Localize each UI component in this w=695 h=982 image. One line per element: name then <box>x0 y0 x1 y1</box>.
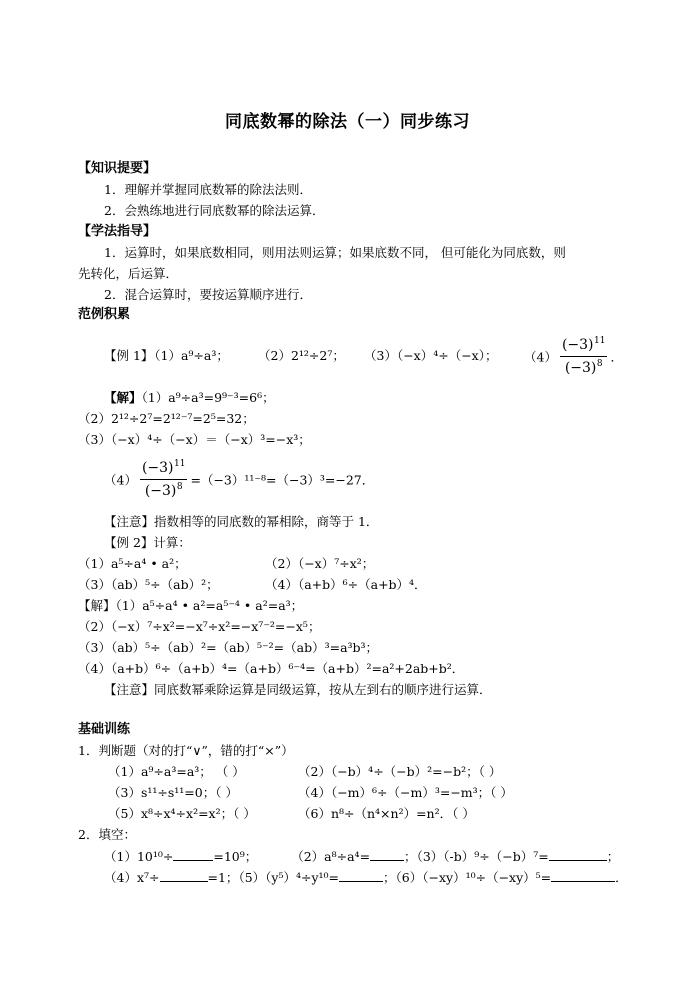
fraction <box>140 460 188 500</box>
denominator: (−3) <box>564 359 597 376</box>
note-2: 【注意】同底数幂乘除运算是同级运算，按从左到右的顺序进行运算． <box>104 682 492 697</box>
numerator: (−3) <box>141 460 174 476</box>
page-title: 同底数幂的除法（一）同步练习 <box>225 112 470 132</box>
solution-2-line-4: （4）（a+b）⁶÷（a+b）⁴=（a+b）⁶⁻⁴=（a+b）²=a²+2ab+b²． <box>78 661 465 676</box>
fill-2-prefix: （2）a⁸÷a⁴= <box>291 849 371 864</box>
judge-item-5: （5）x⁸÷x⁴÷x²=x²；（ ） <box>108 806 256 821</box>
example-1-part-3: （3）（−x）⁴÷（−x）； <box>364 348 498 363</box>
note-1: 【注意】指数相等的同底数的幂相除，商等于 1． <box>104 514 379 529</box>
judge-item-1: （1）a⁹÷a³=a³； （ ） <box>108 764 245 779</box>
solution-1-part-1: （1）a⁹÷a³=9⁹⁻³=6⁶； <box>141 390 275 405</box>
fill-4-suffix: =1； <box>207 870 239 885</box>
example-2-part-3: （3）（ab）⁵÷（ab）²； <box>78 577 219 592</box>
fill-2-blank[interactable] <box>370 850 404 861</box>
denominator-exponent: 8 <box>596 358 603 369</box>
example-1-part-4-label: （4） <box>524 349 557 365</box>
judge-item-2: （2）（−b）⁴÷（−b）²=−b²；（ ） <box>298 764 502 779</box>
denominator: (−3) <box>144 482 177 499</box>
example-2-part-1: （1）a⁵÷a⁴ • a²； <box>78 556 187 571</box>
fill-3-suffix: ； <box>606 849 620 864</box>
judge-item-3: （3）s¹¹÷s¹¹=0；（ ） <box>108 785 238 800</box>
fill-2-suffix: ； <box>404 849 417 864</box>
example-2-label: 【例 2】计算： <box>104 535 191 550</box>
question-1-label: 1．判断题（对的打“∨”，错的打“×”） <box>78 743 294 758</box>
knowledge-item-2: 2．会熟练地进行同底数幂的除法运算． <box>104 203 325 218</box>
fill-row-1 <box>104 850 619 864</box>
examples-heading: 范例积累 <box>78 307 131 322</box>
example-1-part-1: （1）a⁹÷a³； <box>148 348 229 363</box>
example-2-part-2: （2）（−x）⁷÷x²； <box>265 556 375 571</box>
solution-1-line-2: （2）2¹²÷2⁷=2¹²⁻⁷=2⁵=32； <box>78 411 255 426</box>
judge-item-4: （4）（−m）⁶÷（−m）³=−m³；（ ） <box>298 785 513 800</box>
solution-2-line-1: 【解】（1）a⁵÷a⁴ • a²=a⁵⁻⁴ • a²=a³； <box>78 598 304 613</box>
fill-4-prefix: （4）x⁷÷ <box>104 870 160 885</box>
method-item-1-line-1: 1．运算时，如果底数相同，则用法则运算；如果底数不同， 但可能化为同底数，则 <box>104 245 566 260</box>
solution-1-part-4-result: =（−3）¹¹⁻⁸=（−3）³=−27． <box>190 472 375 488</box>
knowledge-heading: 【知识提要】 <box>78 161 157 176</box>
question-2-label: 2．填空： <box>78 827 136 842</box>
method-item-1-line-2: 先转化，后运算． <box>78 266 179 281</box>
fill-6-blank[interactable] <box>551 871 615 882</box>
training-heading: 基础训练 <box>78 722 131 737</box>
fraction <box>560 337 608 377</box>
fill-4-blank[interactable] <box>160 871 208 882</box>
solution-1-part-4-label: （4） <box>104 472 137 488</box>
example-1-part-4 <box>524 337 623 377</box>
fill-row-2 <box>104 871 628 885</box>
fill-5-blank[interactable] <box>339 871 383 882</box>
solution-1-line-4 <box>104 460 374 500</box>
example-1-part-2: （2）2¹²÷2⁷； <box>258 348 345 363</box>
fill-1-blank[interactable] <box>173 850 213 861</box>
solution-1-line-3: （3）（−x）⁴÷（−x）＝（−x）³=−x³； <box>78 432 311 447</box>
fill-6-prefix: （6）（−xy）¹⁰÷（−xy）⁵= <box>395 870 552 885</box>
knowledge-item-1: 1．理解并掌握同底数幂的除法法则． <box>104 182 312 197</box>
numerator: (−3) <box>561 337 594 353</box>
fill-1-prefix: （1）10¹⁰÷ <box>104 849 174 864</box>
example-2-part-4: （4）（a+b）⁶÷（a+b）⁴． <box>265 577 427 592</box>
example-1-label: 【例 1】 <box>104 348 154 363</box>
solution-2-line-3: （3）（ab）⁵÷（ab）²=（ab）⁵⁻²=（ab）³=a³b³； <box>78 640 379 655</box>
fill-6-suffix: ． <box>615 870 628 885</box>
judge-item-6: （6）n⁸÷（n⁴×n²）=n²．（ ） <box>298 806 475 821</box>
fill-5-prefix: （5）（y⁵）⁴÷y¹⁰= <box>238 870 340 885</box>
method-item-2: 2．混合运算时，要按运算顺序进行． <box>104 287 312 302</box>
fill-3-blank[interactable] <box>549 850 607 861</box>
numerator-exponent: 11 <box>594 336 606 346</box>
solution-2-line-2: （2）（−x）⁷÷x²=−x⁷÷x²=−x⁷⁻²=−x⁵； <box>78 619 321 634</box>
fill-5-suffix: ； <box>383 870 396 885</box>
solution-1-line-1 <box>104 392 275 405</box>
denominator-exponent: 8 <box>176 481 183 492</box>
solution-label: 【解】 <box>104 390 142 405</box>
fill-3-prefix: （3）（-b）⁹÷（−b）⁷= <box>416 849 549 864</box>
numerator-exponent: 11 <box>174 459 186 469</box>
period: ． <box>610 349 623 365</box>
method-heading: 【学法指导】 <box>78 224 157 239</box>
fill-1-suffix: =10⁹； <box>213 849 258 864</box>
